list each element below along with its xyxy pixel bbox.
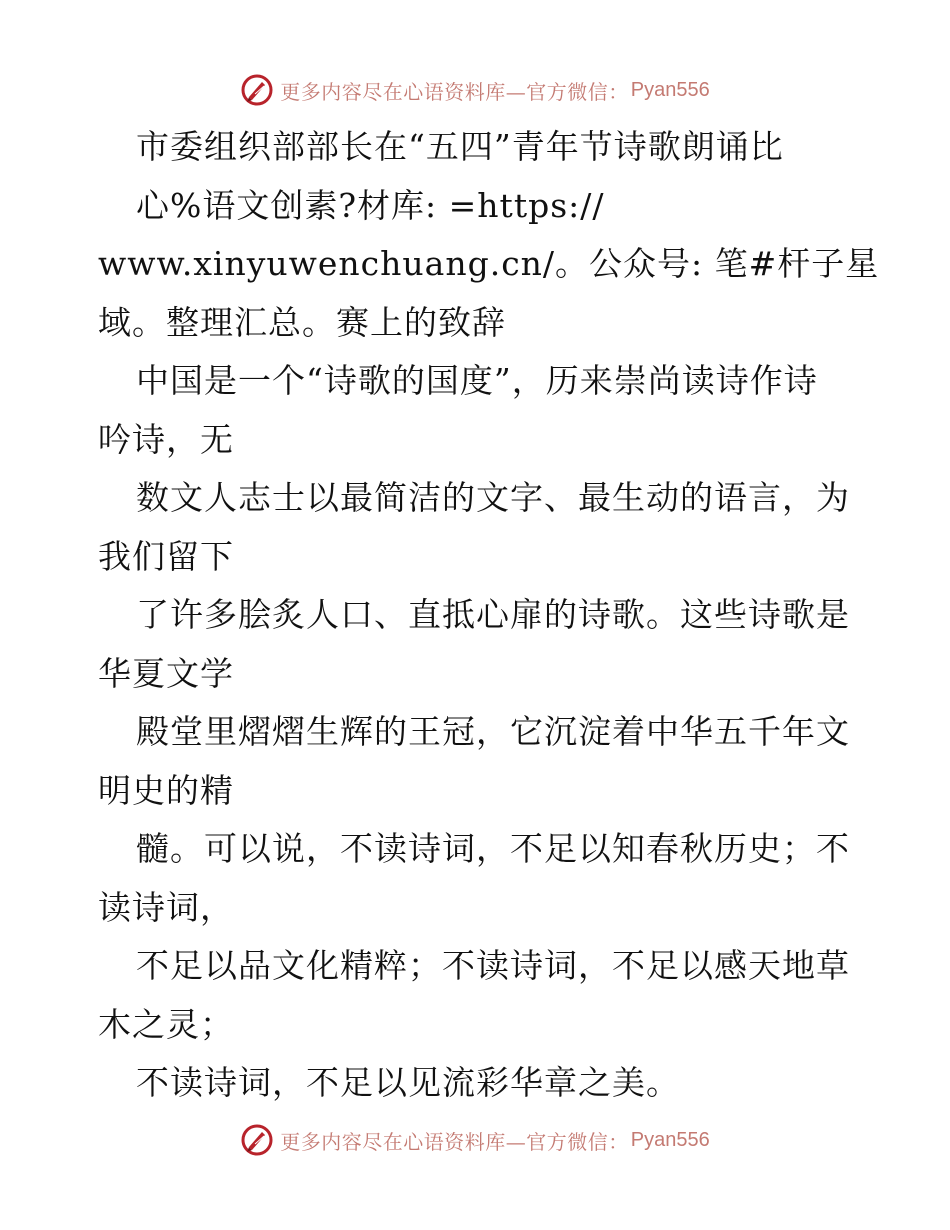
doc-line: 数文人志士以最简洁的文字、最生动的语言，为 [136, 478, 850, 517]
quill-logo-icon [240, 1123, 274, 1157]
doc-line: 华夏文学 [98, 653, 234, 693]
header-banner-text: 更多内容尽在心语资料库—官方微信： [280, 79, 629, 104]
doc-line: 殿堂里熠熠生辉的王冠，它沉淀着中华五千年文 [136, 712, 850, 751]
header-banner [0, 70, 950, 110]
doc-line: 域。整理汇总。赛上的致辞 [98, 302, 506, 342]
footer-wechat-id: Pyan556 [630, 1128, 710, 1151]
footer-banner [0, 1120, 950, 1160]
quill-logo-icon [240, 73, 274, 107]
doc-line: 吟诗，无 [98, 419, 234, 459]
doc-line: 髓。可以说，不读诗词，不足以知春秋历史；不 [136, 829, 850, 868]
doc-line: 木之灵； [98, 1004, 234, 1044]
doc-line: 不读诗词，不足以见流彩华章之美。 [136, 1063, 680, 1102]
doc-line: 明史的精 [98, 770, 234, 810]
doc-line: 读诗词， [98, 887, 234, 927]
footer-banner-text: 更多内容尽在心语资料库—官方微信： [280, 1129, 629, 1154]
doc-line: 了许多脍炙人口、直抵心扉的诗歌。这些诗歌是 [136, 595, 850, 634]
doc-line: www.xinyuwenchuang.cn/。公众号: 笔#杆子星 [98, 244, 880, 283]
doc-line: 中国是一个“诗歌的国度”，历来崇尚读诗作诗 [136, 361, 818, 400]
doc-line: 心%语文创素?材库: =https:// [136, 185, 605, 225]
doc-line: 不足以品文化精粹；不读诗词，不足以感天地草 [136, 946, 850, 985]
document-body [98, 118, 898, 1113]
header-wechat-id: Pyan556 [630, 78, 710, 101]
doc-line: 市委组织部部长在“五四”青年节诗歌朗诵比 [136, 127, 784, 166]
doc-line: 我们留下 [98, 536, 234, 576]
